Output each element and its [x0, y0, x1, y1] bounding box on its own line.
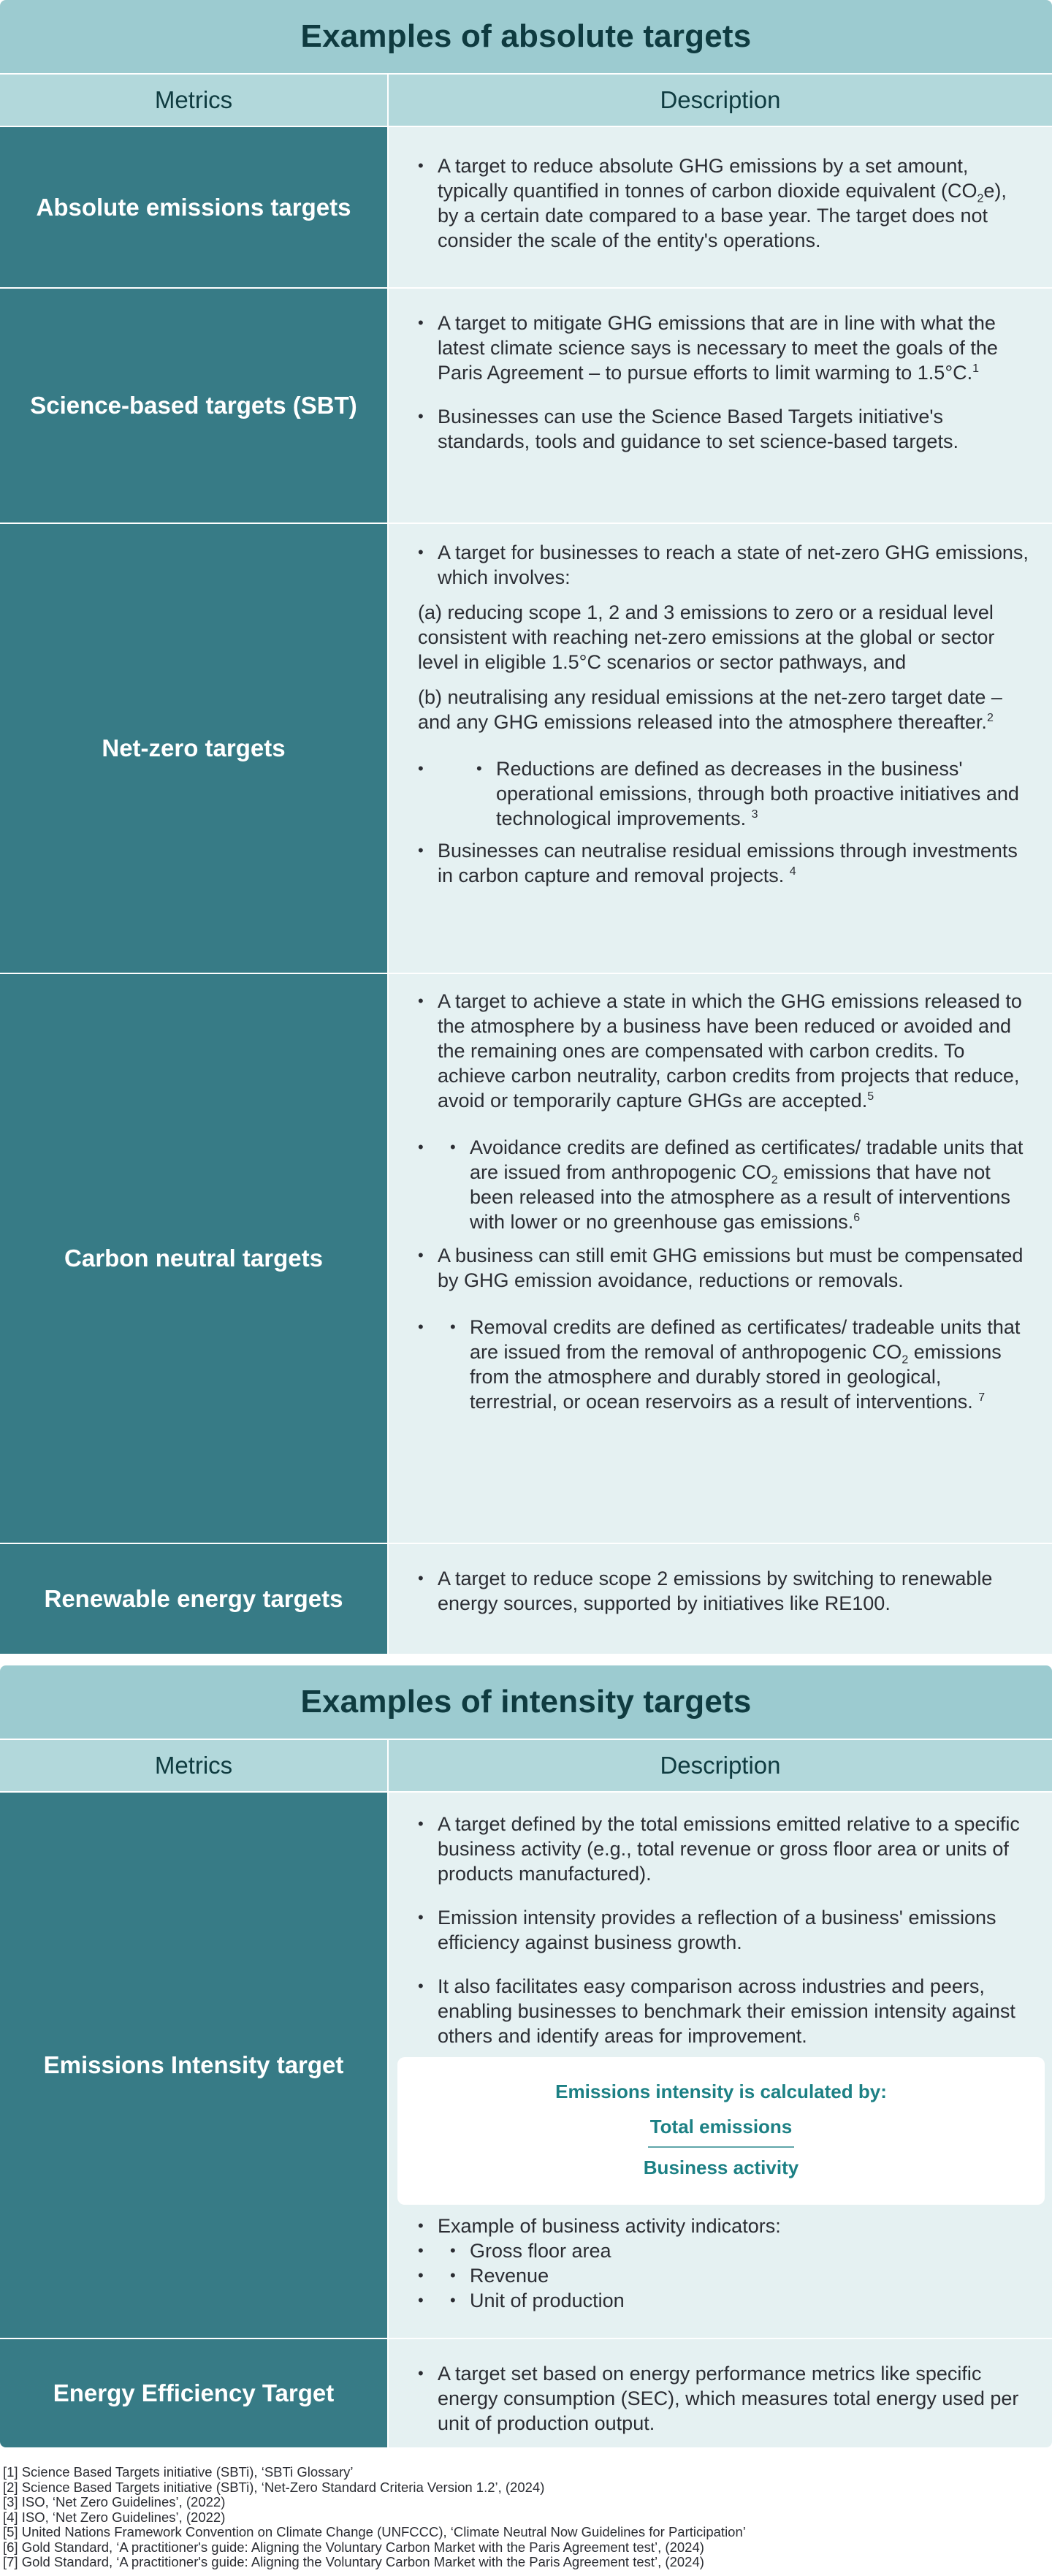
description-bullet: • Example of business activity indicators: [418, 2214, 1032, 2238]
description-cell [389, 289, 1052, 523]
metric-net-zero: Net-zero targets [0, 524, 387, 973]
indicator-item: • • Gross floor area [418, 2238, 1032, 2263]
metric-renewable-energy: Renewable energy targets [0, 1544, 387, 1654]
description-bullet: • A target to reduce scope 2 emissions by switching to renewable energy sources, supported by initiatives like RE100. [418, 1566, 1032, 1616]
metric-absolute-emissions: Absolute emissions targets [0, 127, 387, 287]
description-bullet: • A business can still emit GHG emissions but must be compensated by GHG emission avoidance, reductions or removals. [418, 1243, 1032, 1293]
formula-fraction-line [648, 2146, 794, 2148]
description-cell [389, 1793, 1052, 2338]
metric-science-based: Science-based targets (SBT) [0, 289, 387, 523]
footnote: [2] Science Based Targets initiative (SBTi), ‘Net-Zero Standard Criteria Version 1.2’, (2024) [3, 2479, 545, 2495]
footnote: [3] ISO, ‘Net Zero Guidelines’, (2022) [3, 2494, 226, 2509]
intensity-targets-title: Examples of intensity targets [300, 1684, 752, 1720]
table-row [0, 1793, 1052, 2338]
table-row [0, 289, 1052, 523]
formula-box [397, 2057, 1045, 2205]
formula-numerator: Total emissions [649, 2116, 793, 2138]
description-bullet: • It also facilitates easy comparison across industries and peers, enabling businesses to benchmark their emission intensity against others and identify areas for improvement. [418, 1974, 1032, 2048]
description-cell [389, 1544, 1052, 1654]
metric-emissions-intensity: Emissions Intensity target [0, 1793, 387, 2338]
description-sub-bullet: • • Avoidance credits are defined as certificates/ tradable units that are issued from anthropogenic $CO_2$ emissions that have not been released into the atmosphere as a result of interventions with lower or no greenhouse gas emissions.$^6$ [418, 1135, 1032, 1234]
table-row [0, 127, 1052, 287]
description-bullet: • A target for businesses to reach a state of net-zero GHG emissions, which involves: [418, 540, 1032, 590]
description-bullet: • A target set based on energy performance metrics like specific energy consumption (SEC), which measures total energy used per unit of production output. [418, 2361, 1032, 2436]
description-bullet: • A target to mitigate GHG emissions that are in line with what the latest climate science says is necessary to meet the goals of the Paris Agreement – to pursue efforts to limit warming to 1.5°C.$^1$ [418, 311, 1032, 385]
footnote: [4] ISO, ‘Net Zero Guidelines’, (2022) [3, 2509, 226, 2525]
description-sub-bullet: • • Reductions are defined as decreases in the business' operational emissions, through both proactive initiatives and technological improvements. $^3$ [418, 756, 1032, 831]
absolute-targets-title: Examples of absolute targets [300, 18, 752, 54]
table-row [0, 524, 1052, 973]
formula-title: Emissions intensity is calculated by: [555, 2081, 887, 2102]
header-metrics: Metrics [0, 1740, 387, 1791]
description-cell [389, 524, 1052, 973]
table-spacer [0, 1654, 1052, 1665]
footnote: [5] United Nations Framework Convention on Climate Change (UNFCCC), ‘Climate Neutral Now Guidelines for Participation’ [3, 2524, 746, 2539]
description-bullet: • Emission intensity provides a reflection of a business' emissions efficiency against business growth. [418, 1905, 1032, 1955]
footnote: [7] Gold Standard, ‘A practitioner's guide: Aligning the Voluntary Carbon Market with the Paris Agreement test’, (2024) [3, 2554, 704, 2569]
intensity-targets-table [0, 1665, 1052, 2447]
description-paragraph-a: (a) reducing scope 1, 2 and 3 emissions to zero or a residual level consistent with reaching net-zero emissions at the global or sector level in eligible 1.5°C scenarios or sector pathways, and [418, 601, 995, 673]
footnote: [6] Gold Standard, ‘A practitioner's guide: Aligning the Voluntary Carbon Market with the Paris Agreement test’, (2024) [3, 2539, 704, 2555]
metric-energy-efficiency: Energy Efficiency Target [0, 2339, 387, 2447]
table-row [0, 2339, 1052, 2447]
intensity-header-row [0, 1740, 1052, 1791]
footnotes [0, 2447, 1052, 2570]
table-row [0, 1544, 1052, 1654]
footnote: [1] Science Based Targets initiative (SBTi), ‘SBTi Glossary’ [3, 2464, 354, 2480]
indicator-item: • • Unit of production [418, 2288, 1032, 2313]
table-row [0, 974, 1052, 1543]
description-bullet: • A target defined by the total emissions emitted relative to a specific business activity (e.g., total revenue or gross floor area or units of products manufactured). [418, 1812, 1032, 1886]
formula-denominator: Business activity [643, 2157, 799, 2178]
description-bullet: • Businesses can neutralise residual emissions through investments in carbon capture and removal projects. $^4$ [418, 838, 1032, 888]
description-paragraph-b: (b) neutralising any residual emissions at the net-zero target date – and any GHG emissions released into the atmosphere thereafter.$^2$ [418, 686, 1002, 733]
header-description: Description [389, 75, 1052, 126]
header-metrics: Metrics [0, 75, 387, 126]
description-sub-bullet: • • Removal credits are defined as certificates/ tradeable units that are issued from the removal of anthropogenic $CO_2$ emissions from the atmosphere and durably stored in geological, terrestrial, or ocean reservoirs as a result of interventions. $^7$ [418, 1315, 1032, 1414]
indicator-item: • • Revenue [418, 2263, 1032, 2288]
description-bullet: • A target to achieve a state in which the GHG emissions released to the atmosphere by a business have been reduced or avoided and the remaining ones are compensated with carbon credits. To achieve carbon neutrality, carbon credits from projects that reduce, avoid or temporarily capture GHGs are accepted.$^5$ [418, 989, 1032, 1113]
description-cell [389, 974, 1052, 1543]
description-bullet: • A target to reduce absolute GHG emissions by a set amount, typically quantified in tonnes of carbon dioxide equivalent $(CO_2e)$, by a certain date compared to a base year. The target does not consider the scale of the entity's operations. [418, 153, 1032, 253]
description-bullet: • Businesses can use the Science Based Targets initiative's standards, tools and guidance to set science-based targets. [418, 404, 1032, 454]
metric-carbon-neutral: Carbon neutral targets [0, 974, 387, 1543]
description-cell [389, 2339, 1052, 2447]
intensity-targets-title-band [0, 1665, 1052, 1739]
description-cell [389, 127, 1052, 287]
header-description: Description [389, 1740, 1052, 1791]
absolute-header-row [0, 75, 1052, 126]
absolute-targets-title-band [0, 0, 1052, 73]
